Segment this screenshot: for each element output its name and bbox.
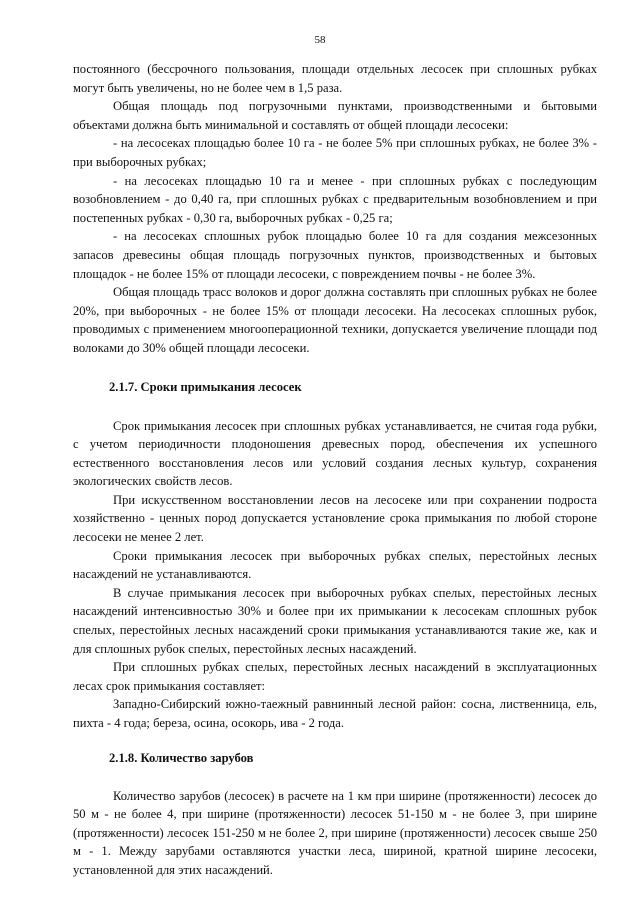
paragraph: - на лесосеках площадью 10 га и менее - при сплошных рубках с последующим возобновлением - до 0,40 га, при сплошных рубках с предварительным возобновлением и при постепенных рубках - 0,30 га, выборочных рубках - 0,25 га;: [73, 173, 597, 225]
paragraph: В случае примыкания лесосек при выборочных рубках спелых, перестойных лесных насаждений интенсивностью 30% и более при их примыкании к лесосекам сплошных рубок спелых, перестойных лесных насаждений сроки примыкания устанавливаются такие же, как и для сплошных рубок спелых, перестойных лесных насаждений.: [73, 585, 597, 656]
paragraph: постоянного (бессрочного пользования, площади отдельных лесосек при сплошных рубках могут быть увеличены, но не более чем в 1,5 раза.: [73, 62, 597, 95]
page-number: 58: [314, 34, 326, 46]
paragraph: - на лесосеках площадью более 10 га - не более 5% при сплошных рубках, не более 3% - при выборочных рубках;: [73, 136, 597, 169]
paragraph: Срок примыкания лесосек при сплошных рубках устанавливается, не считая года рубки, с учетом периодичности плодоношения древесных пород, обеспечения их успешного естественного восстановления лесов или условий создания лесных культур, сохранения экологических свойств лесов.: [73, 418, 597, 489]
paragraph: Сроки примыкания лесосек при выборочных рубках спелых, перестойных лесных насаждений не устанавливаются.: [73, 548, 597, 582]
document-body: [73, 60, 597, 880]
section-heading: 2.1.7. Сроки примыкания лесосек: [109, 379, 302, 394]
paragraph: При сплошных рубках спелых, перестойных лесных насаждений в эксплуатационных лесах срок примыкания составляет:: [73, 660, 597, 693]
paragraph: Западно-Сибирский южно-таежный равнинный лесной район: сосна, лиственница, ель, пихта - 4 года; береза, осина, осокорь, ива - 2 года.: [73, 697, 597, 730]
section-heading: 2.1.8. Количество зарубов: [109, 750, 254, 765]
paragraph: При искусственном восстановлении лесов на лесосеке или при сохранении подроста хозяйственно - ценных пород допускается установление срока примыкания по любой стороне лесосеки не менее 2 лет.: [73, 492, 597, 545]
paragraph: Общая площадь трасс волоков и дорог должна составлять при сплошных рубках не более 20%, при выборочных - не более 15% от площади лесосеки. На лесосеках сплошных рубок, проводимых с применением многооперационной техники, допускается увеличение площади под волоками до 30% общей площади лесосеки.: [73, 285, 597, 355]
paragraph: Количество зарубов (лесосек) в расчете на 1 км при ширине (протяженности) лесосек до 50 м - не более 4, при ширине (протяженности) лесосек 51-150 м - не более 3, при ширине (протяженности) лесосек 151-250 м не более 2, при ширине (протяженности) лесосек свыше 250 м - 1. Между зарубами оставляются участки леса, шириной, кратной ширине лесосеки, установленной для этих насаждений.: [73, 788, 597, 877]
paragraph: - на лесосеках сплошных рубок площадью более 10 га для создания межсезонных запасов древесины общая площадь погрузочных пунктов, производственных и бытовых площадок - не более 15% от площади лесосеки, с повреждением почвы - не более 3%.: [73, 229, 597, 281]
paragraph: Общая площадь под погрузочными пунктами, производственными и бытовыми объектами должна быть минимальной и составлять от общей площади лесосеки:: [73, 99, 597, 132]
